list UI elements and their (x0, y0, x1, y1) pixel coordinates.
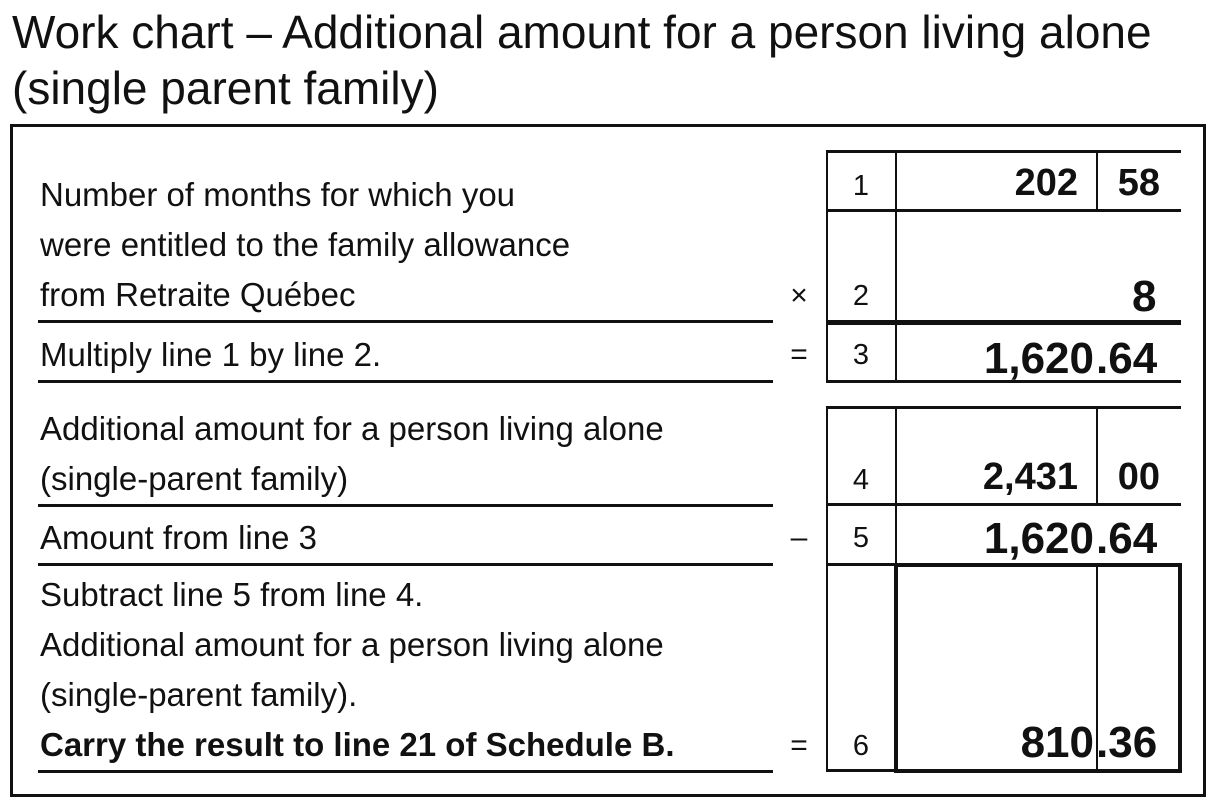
line6-dollars[interactable]: 810 (1020, 718, 1094, 767)
line5-label: Amount from line 3 (40, 519, 317, 556)
rule-line5 (38, 563, 773, 566)
box2-bottom (826, 769, 896, 772)
line-number-6: 6 (852, 730, 870, 762)
line4-dollars[interactable]: 2,431 (982, 456, 1078, 498)
line5-cents[interactable]: .64 (1096, 514, 1158, 563)
box1-top (826, 150, 1181, 153)
line4-label-1: Additional amount for a person living alone (40, 410, 664, 447)
line-number-4: 4 (852, 464, 870, 496)
minus-operator: – (790, 521, 808, 554)
box2-rule-line4 (826, 503, 1181, 506)
line-number-3: 3 (852, 339, 870, 371)
page-title (12, 4, 1212, 116)
line1-label-3: from Retraite Québec (40, 276, 356, 313)
line3-label: Multiply line 1 by line 2. (40, 336, 382, 373)
box1-rule-line1 (826, 209, 1181, 212)
line5-dollars[interactable]: 1,620 (983, 514, 1094, 563)
equals-operator-line6: = (790, 729, 808, 762)
equals-operator-line3: = (790, 338, 808, 371)
line6-cents[interactable]: .36 (1096, 718, 1158, 767)
line2-value[interactable]: 8 (1132, 272, 1157, 321)
line1-cents[interactable]: 58 (1117, 162, 1160, 204)
line4-label-2: (single-parent family) (40, 460, 349, 497)
rule-line3 (38, 380, 773, 383)
box1-divider (895, 150, 897, 383)
line1-label-1: Number of months for which you (40, 176, 516, 213)
line3-cents[interactable]: .64 (1096, 334, 1158, 383)
line6-label-bold: Carry the result to line 21 of Schedule B. (40, 726, 675, 763)
line6-label-1: Subtract line 5 from line 4. (40, 576, 424, 613)
line3-dollars[interactable]: 1,620 (983, 334, 1094, 383)
line4-cents[interactable]: 00 (1117, 456, 1160, 498)
line-number-2: 2 (852, 280, 870, 312)
line-number-1: 1 (852, 170, 870, 202)
title-line-2: (single parent family) (12, 62, 439, 114)
box1-rule-line2 (826, 320, 1181, 325)
title-line-1: Work chart – Additional amount for a person living alone (12, 6, 1152, 58)
rule-line6 (38, 770, 773, 773)
line6-label-2: Additional amount for a person living alone (40, 626, 664, 663)
line1-label-2: were entitled to the family allowance (40, 226, 571, 263)
line6-label-3: (single-parent family). (40, 676, 358, 713)
box2-top (826, 406, 1181, 409)
rule-line4 (38, 504, 773, 507)
multiply-operator: × (790, 279, 808, 312)
line1-dollars[interactable]: 202 (1014, 162, 1078, 204)
rule-line2 (38, 320, 773, 323)
line-number-5: 5 (852, 522, 870, 554)
